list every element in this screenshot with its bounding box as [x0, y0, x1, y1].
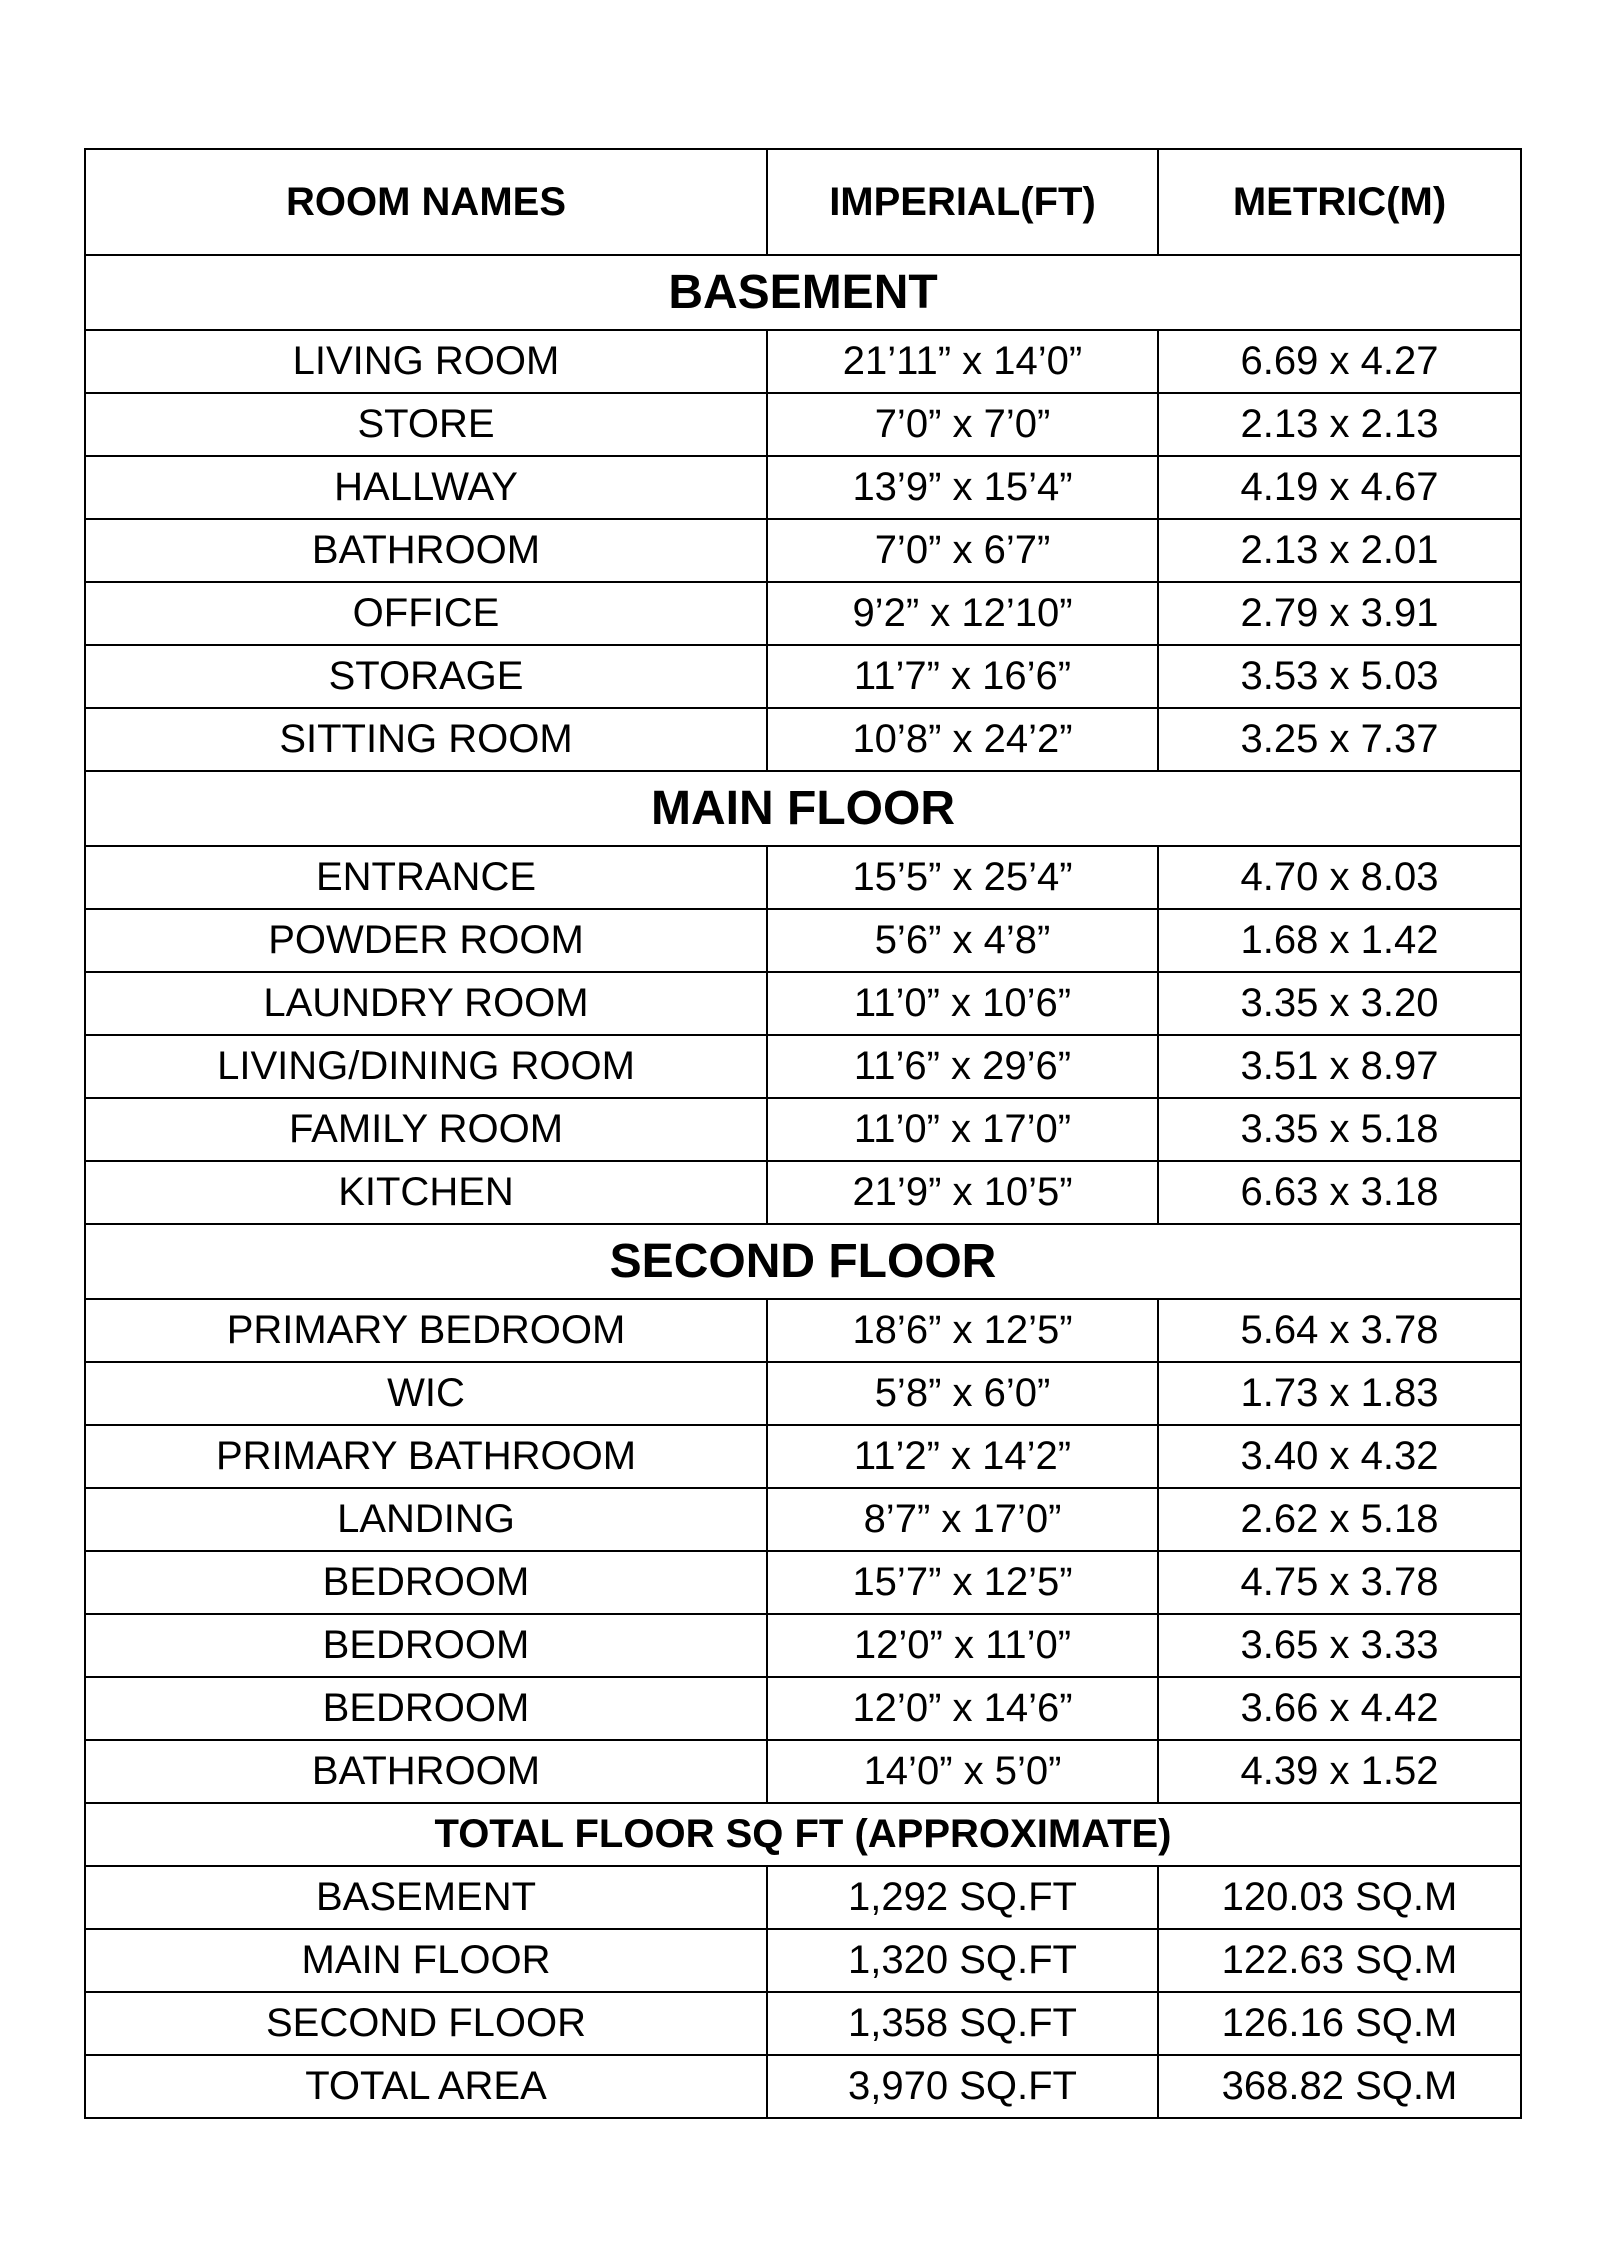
header-metric: METRIC(M) — [1158, 149, 1521, 255]
room-metric: 3.66 x 4.42 — [1158, 1677, 1521, 1740]
room-imperial: 11’2” x 14’2” — [767, 1425, 1158, 1488]
total-row — [85, 2055, 1521, 2118]
section-header-row — [85, 771, 1521, 846]
room-metric: 2.13 x 2.13 — [1158, 393, 1521, 456]
section-header-row — [85, 1224, 1521, 1299]
room-metric: 4.39 x 1.52 — [1158, 1740, 1521, 1803]
room-imperial: 21’11” x 14’0” — [767, 330, 1158, 393]
room-name: POWDER ROOM — [85, 909, 767, 972]
header-imperial: IMPERIAL(FT) — [767, 149, 1158, 255]
room-name: BATHROOM — [85, 519, 767, 582]
room-metric: 3.35 x 5.18 — [1158, 1098, 1521, 1161]
total-metric: 368.82 SQ.M — [1158, 2055, 1521, 2118]
room-row — [85, 1614, 1521, 1677]
room-row — [85, 708, 1521, 771]
room-row — [85, 1551, 1521, 1614]
total-imperial: 1,320 SQ.FT — [767, 1929, 1158, 1992]
room-name: PRIMARY BATHROOM — [85, 1425, 767, 1488]
room-row — [85, 456, 1521, 519]
total-row — [85, 1929, 1521, 1992]
room-name: BEDROOM — [85, 1614, 767, 1677]
room-name: BEDROOM — [85, 1551, 767, 1614]
total-name: SECOND FLOOR — [85, 1992, 767, 2055]
room-imperial: 5’6” x 4’8” — [767, 909, 1158, 972]
header-room-names: ROOM NAMES — [85, 149, 767, 255]
room-imperial: 14’0” x 5’0” — [767, 1740, 1158, 1803]
total-metric: 122.63 SQ.M — [1158, 1929, 1521, 1992]
room-metric: 3.53 x 5.03 — [1158, 645, 1521, 708]
room-metric: 4.70 x 8.03 — [1158, 846, 1521, 909]
room-name: FAMILY ROOM — [85, 1098, 767, 1161]
room-row — [85, 330, 1521, 393]
total-metric: 126.16 SQ.M — [1158, 1992, 1521, 2055]
room-imperial: 11’7” x 16’6” — [767, 645, 1158, 708]
room-imperial: 12’0” x 14’6” — [767, 1677, 1158, 1740]
room-name: LAUNDRY ROOM — [85, 972, 767, 1035]
room-name: BATHROOM — [85, 1740, 767, 1803]
room-name: WIC — [85, 1362, 767, 1425]
room-imperial: 11’0” x 17’0” — [767, 1098, 1158, 1161]
section-title: BASEMENT — [85, 255, 1521, 330]
room-metric: 4.19 x 4.67 — [1158, 456, 1521, 519]
room-name: LIVING/DINING ROOM — [85, 1035, 767, 1098]
room-imperial: 12’0” x 11’0” — [767, 1614, 1158, 1677]
room-row — [85, 1425, 1521, 1488]
room-imperial: 15’5” x 25’4” — [767, 846, 1158, 909]
room-row — [85, 393, 1521, 456]
room-name: HALLWAY — [85, 456, 767, 519]
room-name: BEDROOM — [85, 1677, 767, 1740]
totals-header-row — [85, 1803, 1521, 1866]
room-row — [85, 1362, 1521, 1425]
total-imperial: 1,292 SQ.FT — [767, 1866, 1158, 1929]
room-row — [85, 1488, 1521, 1551]
room-row — [85, 909, 1521, 972]
header-row — [85, 149, 1521, 255]
totals-title: TOTAL FLOOR SQ FT (APPROXIMATE) — [85, 1803, 1521, 1866]
room-imperial: 11’0” x 10’6” — [767, 972, 1158, 1035]
room-row — [85, 1035, 1521, 1098]
room-imperial: 13’9” x 15’4” — [767, 456, 1158, 519]
section-title: SECOND FLOOR — [85, 1224, 1521, 1299]
room-metric: 2.79 x 3.91 — [1158, 582, 1521, 645]
room-name: OFFICE — [85, 582, 767, 645]
room-row — [85, 1740, 1521, 1803]
room-metric: 2.13 x 2.01 — [1158, 519, 1521, 582]
room-row — [85, 846, 1521, 909]
room-metric: 6.69 x 4.27 — [1158, 330, 1521, 393]
table-body — [85, 149, 1521, 2118]
total-imperial: 1,358 SQ.FT — [767, 1992, 1158, 2055]
room-row — [85, 972, 1521, 1035]
room-metric: 3.40 x 4.32 — [1158, 1425, 1521, 1488]
room-row — [85, 645, 1521, 708]
section-header-row — [85, 255, 1521, 330]
room-row — [85, 582, 1521, 645]
total-row — [85, 1992, 1521, 2055]
room-row — [85, 519, 1521, 582]
room-row — [85, 1098, 1521, 1161]
room-metric: 2.62 x 5.18 — [1158, 1488, 1521, 1551]
room-name: LANDING — [85, 1488, 767, 1551]
room-metric: 4.75 x 3.78 — [1158, 1551, 1521, 1614]
room-metric: 6.63 x 3.18 — [1158, 1161, 1521, 1224]
room-metric: 1.68 x 1.42 — [1158, 909, 1521, 972]
room-row — [85, 1299, 1521, 1362]
room-dimensions-table — [84, 148, 1522, 2119]
room-metric: 3.51 x 8.97 — [1158, 1035, 1521, 1098]
room-imperial: 10’8” x 24’2” — [767, 708, 1158, 771]
room-row — [85, 1677, 1521, 1740]
total-name: TOTAL AREA — [85, 2055, 767, 2118]
room-name: KITCHEN — [85, 1161, 767, 1224]
room-imperial: 8’7” x 17’0” — [767, 1488, 1158, 1551]
room-imperial: 5’8” x 6’0” — [767, 1362, 1158, 1425]
room-imperial: 15’7” x 12’5” — [767, 1551, 1158, 1614]
room-name: ENTRANCE — [85, 846, 767, 909]
room-name: STORE — [85, 393, 767, 456]
total-row — [85, 1866, 1521, 1929]
room-imperial: 18’6” x 12’5” — [767, 1299, 1158, 1362]
room-name: SITTING ROOM — [85, 708, 767, 771]
room-name: PRIMARY BEDROOM — [85, 1299, 767, 1362]
total-name: BASEMENT — [85, 1866, 767, 1929]
section-title: MAIN FLOOR — [85, 771, 1521, 846]
room-metric: 3.65 x 3.33 — [1158, 1614, 1521, 1677]
room-name: STORAGE — [85, 645, 767, 708]
room-metric: 1.73 x 1.83 — [1158, 1362, 1521, 1425]
room-imperial: 21’9” x 10’5” — [767, 1161, 1158, 1224]
room-imperial: 11’6” x 29’6” — [767, 1035, 1158, 1098]
room-metric: 5.64 x 3.78 — [1158, 1299, 1521, 1362]
total-imperial: 3,970 SQ.FT — [767, 2055, 1158, 2118]
total-metric: 120.03 SQ.M — [1158, 1866, 1521, 1929]
room-metric: 3.25 x 7.37 — [1158, 708, 1521, 771]
room-imperial: 7’0” x 7’0” — [767, 393, 1158, 456]
room-name: LIVING ROOM — [85, 330, 767, 393]
room-row — [85, 1161, 1521, 1224]
room-metric: 3.35 x 3.20 — [1158, 972, 1521, 1035]
total-name: MAIN FLOOR — [85, 1929, 767, 1992]
room-imperial: 9’2” x 12’10” — [767, 582, 1158, 645]
room-imperial: 7’0” x 6’7” — [767, 519, 1158, 582]
